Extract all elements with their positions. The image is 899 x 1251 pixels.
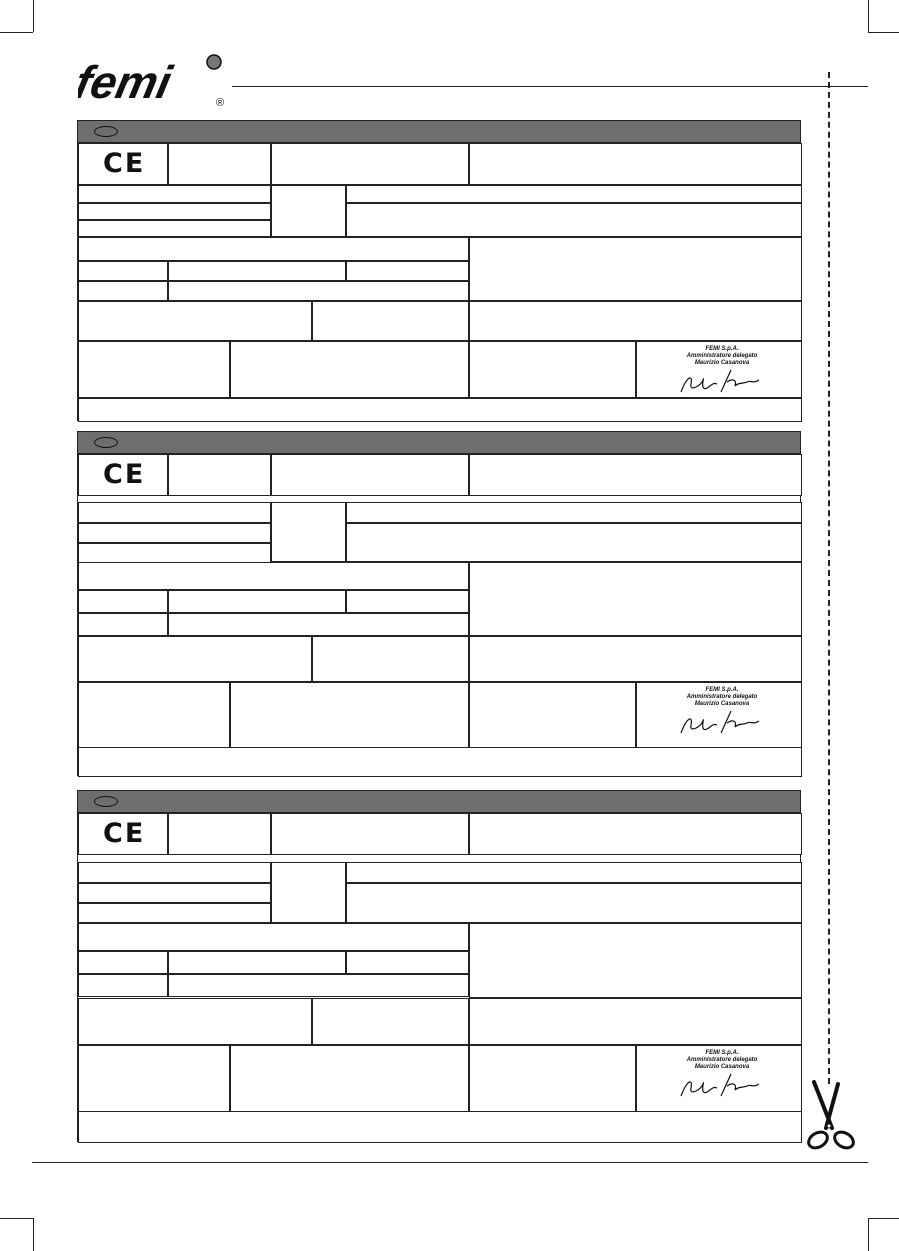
form-field[interactable] (78, 502, 271, 523)
form-field[interactable] (469, 143, 802, 185)
form-field[interactable] (78, 237, 469, 261)
form-field[interactable] (346, 883, 802, 923)
form-field[interactable] (271, 143, 469, 185)
form-field[interactable] (469, 341, 636, 398)
ce-mark-icon: CE (103, 459, 146, 490)
cut-line (828, 72, 830, 1084)
language-badge (94, 437, 118, 448)
language-badge (94, 796, 118, 807)
form-field[interactable] (346, 862, 802, 883)
card-header-band (78, 121, 800, 143)
form-field[interactable] (168, 454, 271, 496)
crop-mark (33, 0, 34, 32)
form-field[interactable] (346, 261, 469, 281)
form-field[interactable] (78, 281, 168, 301)
handwritten-signature (677, 707, 767, 737)
form-field[interactable] (78, 613, 168, 636)
form-field[interactable] (78, 543, 271, 563)
crop-mark (868, 1218, 869, 1251)
registered-mark: ® (216, 97, 225, 109)
form-field[interactable] (168, 261, 346, 281)
form-field[interactable] (230, 682, 469, 748)
form-field[interactable] (346, 590, 469, 613)
form-field[interactable] (168, 143, 271, 185)
ce-cell (78, 454, 168, 496)
signature-role: Amministratore delegato (686, 694, 758, 700)
language-badge (94, 126, 118, 137)
form-field[interactable] (78, 398, 802, 422)
declaration-card (77, 790, 801, 1142)
form-field[interactable] (78, 998, 312, 1045)
form-field[interactable] (168, 590, 346, 613)
signature-name: Maurizio Casanova (694, 1064, 750, 1070)
form-field[interactable] (78, 862, 271, 883)
logo-dot (207, 55, 221, 69)
form-field[interactable] (469, 998, 802, 1045)
handwritten-signature (677, 366, 767, 396)
signature-name: Maurizio Casanova (694, 360, 750, 366)
form-field[interactable] (312, 301, 469, 341)
crop-mark (0, 32, 33, 33)
form-field[interactable] (271, 454, 469, 496)
crop-mark (868, 0, 869, 32)
form-field[interactable] (78, 261, 168, 281)
form-field[interactable] (168, 974, 469, 997)
logo-wordmark: femi (78, 56, 177, 108)
form-field[interactable] (271, 502, 346, 562)
form-field[interactable] (78, 974, 168, 997)
form-field[interactable] (230, 341, 469, 398)
ce-mark-icon: CE (103, 818, 146, 849)
signature-company: FEMI S.p.A. (705, 346, 739, 352)
form-field[interactable] (469, 682, 636, 748)
form-field[interactable] (469, 454, 802, 496)
form-field[interactable] (78, 562, 469, 590)
signature-company: FEMI S.p.A. (705, 1050, 739, 1056)
crop-mark (868, 1218, 899, 1219)
form-field[interactable] (469, 923, 802, 998)
form-field[interactable] (78, 203, 271, 220)
form-field[interactable] (469, 237, 802, 301)
form-field[interactable] (271, 813, 469, 855)
form-field[interactable] (168, 813, 271, 855)
form-field[interactable] (78, 1111, 802, 1143)
form-field[interactable] (78, 341, 230, 398)
form-field[interactable] (346, 523, 802, 562)
form-field[interactable] (271, 185, 346, 237)
form-field[interactable] (78, 682, 230, 748)
form-field[interactable] (346, 502, 802, 523)
signature-role: Amministratore delegato (686, 353, 758, 359)
form-field[interactable] (78, 951, 168, 974)
form-field[interactable] (78, 220, 271, 237)
card-header-band (78, 791, 800, 813)
crop-mark (33, 1218, 34, 1251)
form-field[interactable] (469, 1045, 636, 1112)
form-field[interactable] (346, 951, 469, 974)
signature-cell (636, 682, 802, 748)
scissors-icon (802, 1080, 858, 1152)
header-rule (232, 86, 868, 87)
form-field[interactable] (78, 636, 312, 682)
ce-cell (78, 813, 168, 855)
form-field[interactable] (78, 903, 271, 923)
form-field[interactable] (230, 1045, 469, 1112)
form-field[interactable] (78, 523, 271, 543)
form-field[interactable] (346, 203, 802, 237)
form-field[interactable] (78, 590, 168, 613)
form-field[interactable] (78, 1045, 230, 1112)
femi-logo (78, 54, 238, 110)
footer-rule (32, 1162, 868, 1163)
form-field[interactable] (271, 862, 346, 923)
form-field[interactable] (346, 185, 802, 203)
declaration-card (77, 120, 801, 421)
card-header-band (78, 432, 800, 454)
declaration-card (77, 431, 801, 776)
form-field[interactable] (168, 951, 346, 974)
form-field[interactable] (78, 185, 271, 203)
form-field[interactable] (78, 301, 312, 341)
form-field[interactable] (469, 562, 802, 636)
signature-cell (636, 341, 802, 398)
form-field[interactable] (78, 923, 469, 951)
form-field[interactable] (168, 613, 469, 636)
form-field[interactable] (469, 636, 802, 682)
handwritten-signature (677, 1070, 767, 1100)
form-field[interactable] (78, 747, 802, 777)
signature-role: Amministratore delegato (686, 1057, 758, 1063)
signature-cell (636, 1045, 802, 1112)
form-field[interactable] (312, 998, 469, 1045)
ce-mark-icon: CE (103, 148, 146, 179)
signature-name: Maurizio Casanova (694, 701, 750, 707)
form-field[interactable] (78, 883, 271, 903)
crop-mark (0, 1218, 33, 1219)
form-field[interactable] (168, 281, 469, 301)
signature-company: FEMI S.p.A. (705, 687, 739, 693)
crop-mark (868, 32, 899, 33)
ce-cell (78, 143, 168, 185)
form-field[interactable] (312, 636, 469, 682)
form-field[interactable] (469, 301, 802, 341)
form-field[interactable] (469, 813, 802, 855)
